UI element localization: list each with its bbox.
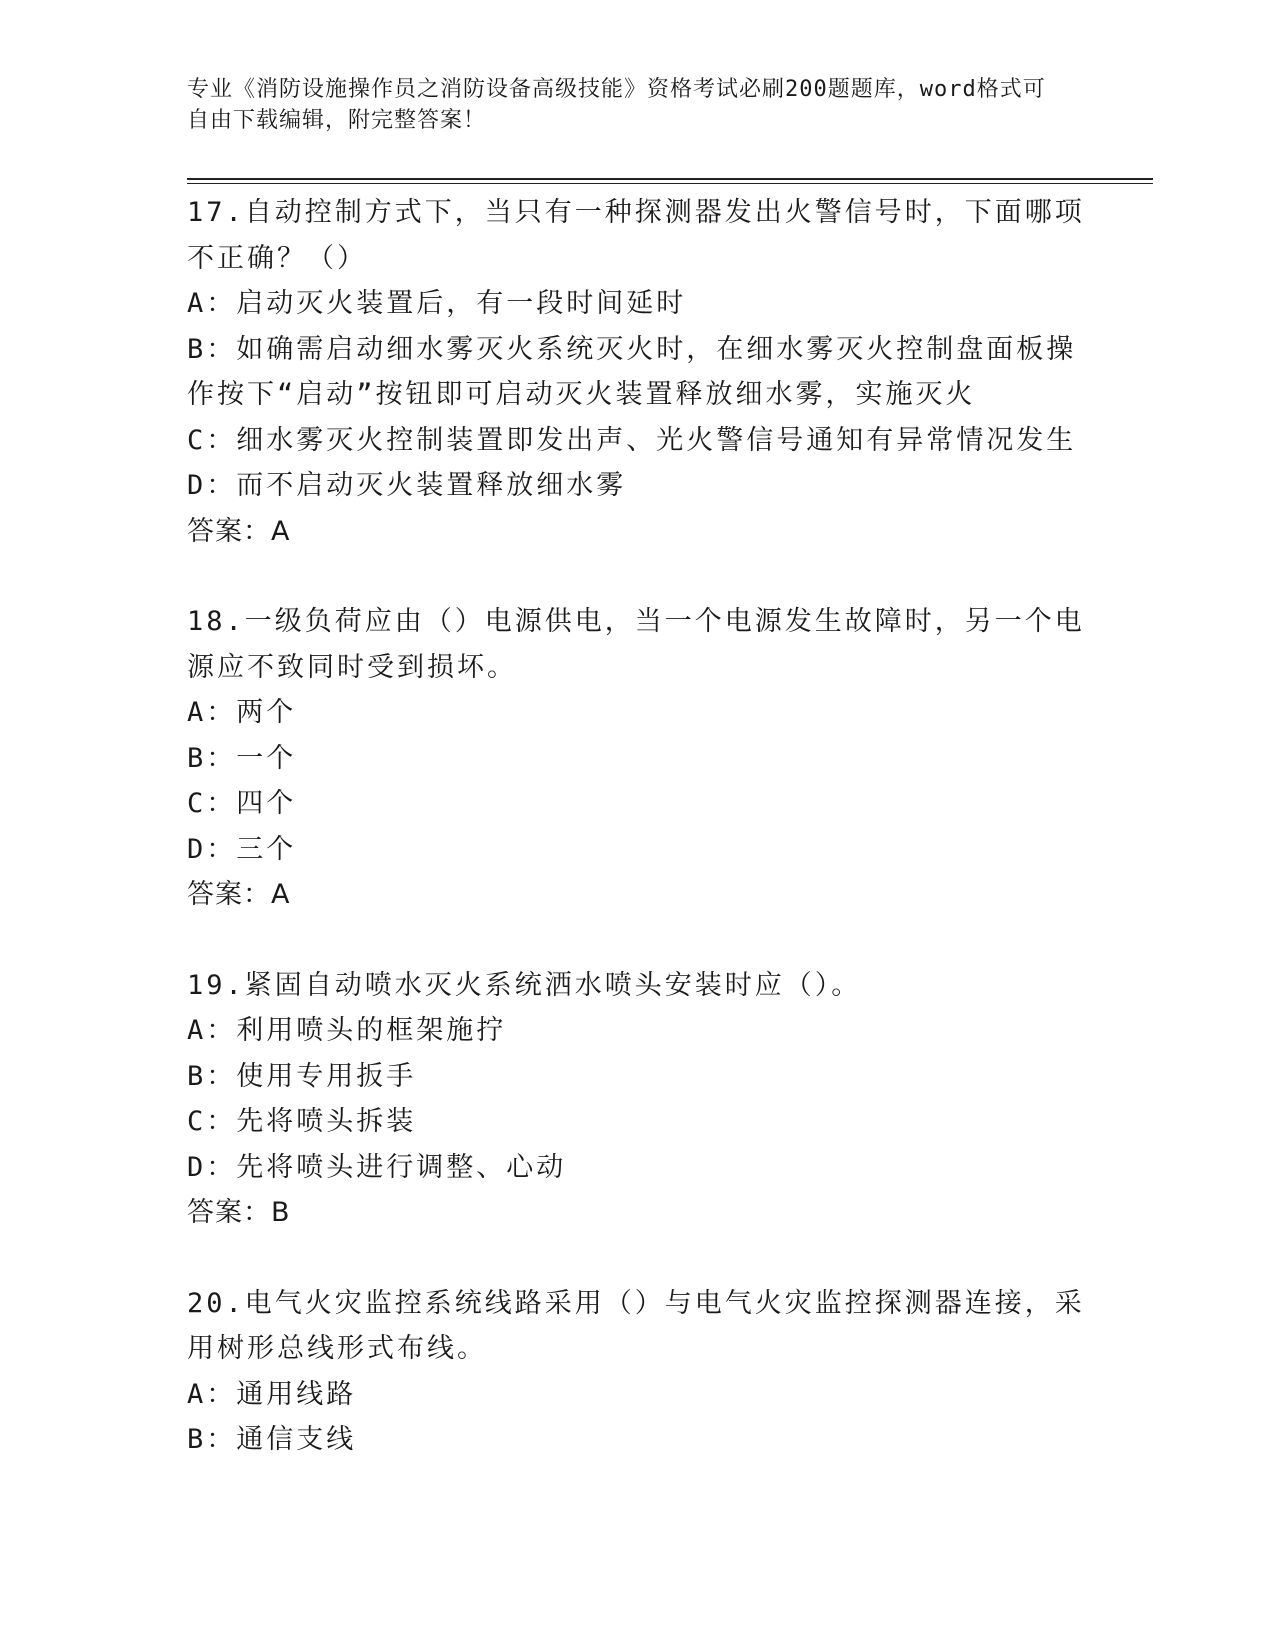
option-c: C：细水雾灭火控制装置即发出声、光火警信号通知有异常情况发生 — [187, 424, 1077, 456]
question-19 — [187, 963, 1087, 1236]
header-divider-thick — [187, 178, 1153, 180]
header-divider-thin — [187, 183, 1153, 184]
option-a: A：通用线路 — [187, 1378, 357, 1410]
option-b: B：一个 — [187, 742, 297, 774]
option-a: A：利用喷头的框架施拧 — [187, 1015, 507, 1046]
question-stem: 19.紧固自动喷水灭火系统洒水喷头安装时应（）。 — [187, 969, 862, 1001]
option-c: C：四个 — [187, 788, 297, 819]
answer: 答案：A — [187, 879, 291, 910]
option-b: B：使用专用扳手 — [187, 1060, 417, 1092]
option-d: D：三个 — [187, 833, 297, 865]
option-a: A：启动灭火装置后，有一段时间延时 — [187, 288, 687, 319]
option-c: C：先将喷头拆装 — [187, 1106, 417, 1137]
question-list — [187, 190, 1087, 1508]
question-18 — [187, 599, 1087, 918]
question-20 — [187, 1281, 1087, 1463]
answer: 答案：A — [187, 515, 291, 547]
option-b: B：通信支线 — [187, 1424, 357, 1455]
answer: 答案：B — [187, 1197, 291, 1228]
option-b: B：如确需启动细水雾灭火系统灭火时，在细水雾灭火控制盘面板操作按下“启动”按钮即可启动灭火装置释放细水雾，实施灭火 — [187, 333, 1077, 410]
option-d: D：而不启动灭火装置释放细水雾 — [187, 470, 627, 501]
question-stem: 18.一级负荷应由（）电源供电，当一个电源发生故障时，另一个电源应不致同时受到损坏。 — [187, 606, 1085, 683]
option-d: D：先将喷头进行调整、心动 — [187, 1151, 567, 1183]
question-17 — [187, 190, 1087, 554]
question-stem: 20.电气火灾监控系统线路采用（）与电气火灾监控探测器连接，采用树形总线形式布线。 — [187, 1287, 1085, 1364]
question-stem: 17.自动控制方式下，当只有一种探测器发出火警信号时，下面哪项不正确？（） — [187, 197, 1085, 274]
option-a: A：两个 — [187, 697, 297, 728]
document-header: 专业《消防设施操作员之消防设备高级技能》资格考试必刷200题题库，word格式可自由下载编辑，附完整答案！ — [187, 77, 1046, 133]
